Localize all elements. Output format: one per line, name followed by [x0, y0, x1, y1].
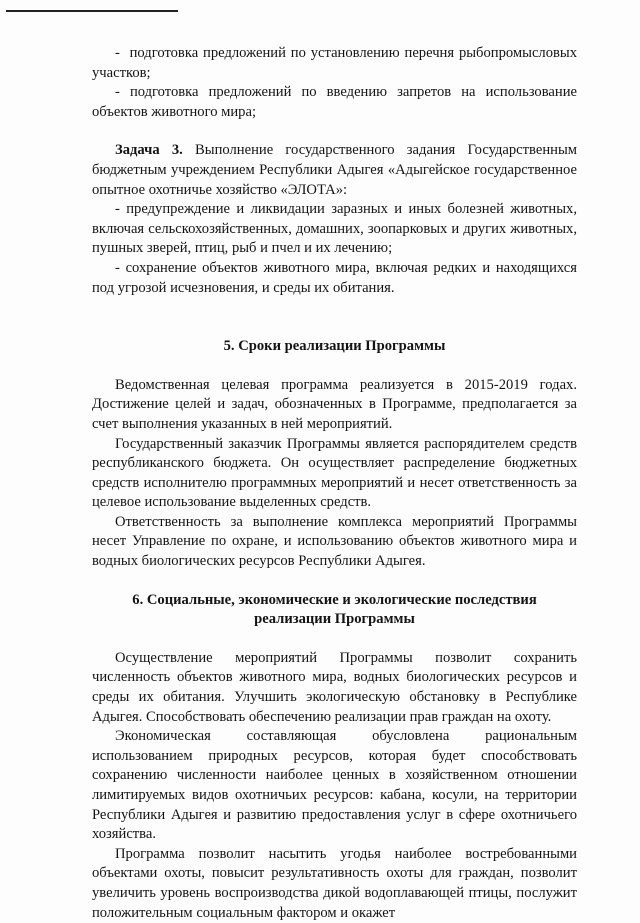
- paragraph: Программа позволит насытить угодья наиболее востребованными объектами охоты, повысит результативность охоты для граждан, позволит увеличить уровень воспроизводства дикой водоплавающей птицы, послужит положительным социальным фактором и окажет: [92, 845, 577, 921]
- spacer: [92, 122, 577, 141]
- paragraph: Экономическая составляющая обусловлена рациональным использованием природных ресурсов, которая будет способствовать сохранению численности наиболее ценных в хозяйственном отношении лимитируемых видов охотничьих ресурсов: кабана, косули, на территории Республики Адыгея и развитию предоставления услуг в сфере охотничьего хозяйства.: [92, 728, 577, 843]
- paragraph: Осуществление мероприятий Программы позволит сохранить численность объектов животного мира, водных биологических ресурсов и среды их обитания. Улучшить экологическую обстановку в Республике Адыгея. Способствовать обеспечению реализации прав граждан на охоту.: [92, 649, 577, 725]
- list-item: - подготовка предложений по установлению перечня рыбопромысловых участков;: [92, 45, 577, 81]
- document-page: [92, 44, 577, 923]
- paragraph: Ведомственная целевая программа реализуется в 2015-2019 годах. Достижение целей и задач, обозначенных в Программе, предполагается за счет выполнения указанных в ней мероприятий.: [92, 376, 577, 432]
- list-item: - предупреждение и ликвидации заразных и иных болезней животных, включая сельскохозяйственных, домашних, зоопарковых и других животных, пушных зверей, птиц, рыб и пчел и их лечению;: [92, 201, 577, 257]
- list-item: - подготовка предложений по введению запретов на использование объектов животного мира;: [92, 84, 577, 120]
- spacer: [92, 357, 577, 376]
- task-3-label: Задача 3.: [115, 142, 183, 159]
- spacer: [92, 327, 577, 337]
- list-item: - сохранение объектов животного мира, включая редких и находящихся под угрозой исчезновения, и среды их обитания.: [92, 259, 577, 296]
- section-5-title: 5. Сроки реализации Программы: [223, 338, 446, 355]
- paragraph: Государственный заказчик Программы является распорядителем средств республиканского бюджета. Он осуществляет распределение бюджетных средств исполнителю программных мероприятий и несет ответственность за целевое использование выделенных средств.: [92, 435, 577, 511]
- scan-edge-mark: [6, 10, 178, 12]
- section-6-title-line2: реализации Программы: [254, 611, 415, 628]
- task-3-text: Выполнение государственного задания Государственным бюджетным учреждением Республики Адыгея «Адыгейское государственное опытное охотничье хозяйство «ЭЛОТА»:: [92, 142, 577, 198]
- spacer: [92, 572, 577, 591]
- spacer: [92, 298, 577, 327]
- section-6-title-line1: 6. Социальные, экономические и экологические последствия: [132, 591, 537, 608]
- paragraph: Ответственность за выполнение комплекса мероприятий Программы несет Управление по охране, и использованию объектов животного мира и водных биологических ресурсов Республики Адыгея.: [92, 513, 577, 570]
- task-3-paragraph: [92, 141, 577, 200]
- spacer: [92, 630, 577, 649]
